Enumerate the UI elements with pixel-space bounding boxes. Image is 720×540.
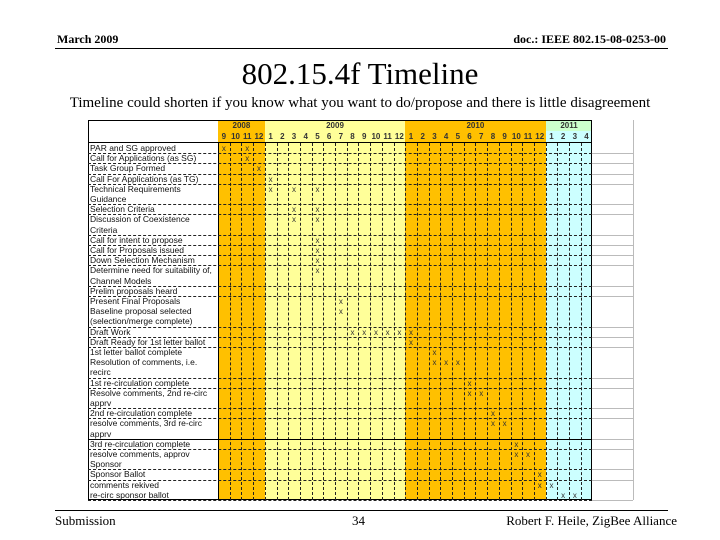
month-header: 12 xyxy=(254,132,264,141)
extra-column-line xyxy=(592,378,633,379)
task-label: Call For Applications (as TG) xyxy=(90,173,199,184)
task-label: 1st re-circulation complete xyxy=(90,377,190,388)
doc-id: doc.: IEEE 802.15-08-0253-00 xyxy=(513,32,666,46)
extra-column-line xyxy=(592,469,633,470)
column-gridline xyxy=(534,143,535,500)
milestone-mark: x xyxy=(385,327,390,337)
month-header: 8 xyxy=(350,132,355,141)
milestone-mark: x xyxy=(397,327,402,337)
column-gridline xyxy=(335,143,336,500)
month-header: 4 xyxy=(443,132,449,141)
milestone-mark: x xyxy=(221,144,226,153)
month-header: 10 xyxy=(231,132,240,141)
task-label: Prelim proposals heard xyxy=(90,285,178,296)
extra-column-line xyxy=(592,204,633,205)
milestone-mark: x xyxy=(245,144,250,153)
task-label: re-circ sponsor ballot xyxy=(90,489,169,500)
label-divider xyxy=(218,143,219,500)
slide-title: 802.15.4f Timeline xyxy=(241,56,479,91)
task-label: Sponsor Ballot xyxy=(90,469,146,480)
slide-subtitle: Timeline could shorten if you know what you want to do/propose and there is little disagreement xyxy=(69,95,651,111)
task-label: Channel Models xyxy=(90,275,152,286)
month-header: 10 xyxy=(371,132,381,141)
extra-column-border xyxy=(633,120,634,500)
column-gridline xyxy=(370,143,371,500)
month-header: 11 xyxy=(523,132,533,141)
column-gridline xyxy=(557,143,558,500)
task-label: PAR and SG approved xyxy=(90,143,176,153)
task-label: Resolution of comments, i.e. xyxy=(90,357,198,368)
column-gridline xyxy=(464,143,465,500)
month-header: 4 xyxy=(584,132,589,141)
task-label: Baseline proposal selected xyxy=(90,306,192,317)
task-label: Technical Requirements xyxy=(90,183,181,194)
task-label: Sponsor xyxy=(90,459,122,470)
month-header: 1 xyxy=(549,132,554,141)
extra-column-line xyxy=(592,480,633,481)
year-header: 2010 xyxy=(466,121,485,130)
extra-column-line xyxy=(592,163,633,164)
task-label: apprv xyxy=(90,428,112,439)
task-label: apprv xyxy=(90,398,112,408)
milestone-mark: x xyxy=(315,184,320,194)
task-label: 3rd re-circulation complete xyxy=(90,438,191,449)
extra-column-line xyxy=(592,265,633,266)
month-header: 8 xyxy=(490,132,496,141)
column-gridline xyxy=(312,143,313,500)
task-label: 2nd re-circulation complete xyxy=(90,408,193,419)
milestone-mark: x xyxy=(350,327,355,337)
row-divider xyxy=(88,500,592,501)
column-gridline xyxy=(429,143,430,500)
month-header: 11 xyxy=(243,132,252,141)
slide-date: March 2009 xyxy=(57,32,119,46)
milestone-mark: x xyxy=(467,378,472,388)
month-header: 12 xyxy=(394,132,404,141)
milestone-mark: x xyxy=(526,450,531,459)
milestone-mark: x xyxy=(268,184,273,194)
milestone-mark: x xyxy=(432,358,437,368)
column-gridline xyxy=(382,143,383,500)
extra-column-line xyxy=(592,174,633,175)
extra-column-line xyxy=(592,408,633,409)
column-gridline xyxy=(253,143,254,500)
extra-column-line xyxy=(592,388,633,389)
milestone-mark: x xyxy=(432,348,437,357)
milestone-mark: x xyxy=(514,450,519,459)
column-gridline xyxy=(522,143,523,500)
column-gridline xyxy=(417,143,418,500)
milestone-mark: x xyxy=(502,419,507,429)
task-label: 1st letter ballot complete xyxy=(90,347,183,357)
column-gridline xyxy=(358,143,359,500)
column-gridline xyxy=(300,143,301,500)
month-header: 5 xyxy=(315,132,320,141)
milestone-mark: x xyxy=(338,297,343,306)
extra-column-line xyxy=(592,500,633,501)
task-label: Present Final Proposals xyxy=(90,296,181,306)
month-header: 2 xyxy=(420,132,425,141)
extra-column-line xyxy=(592,337,633,338)
extra-column-line xyxy=(592,296,633,297)
footer-author: Robert F. Heile, ZigBee Alliance xyxy=(506,513,677,528)
task-label: Call for Proposals issued xyxy=(90,245,185,255)
milestone-mark: x xyxy=(373,327,378,337)
month-header: 1 xyxy=(408,132,414,141)
milestone-mark: x xyxy=(537,480,542,490)
task-label: Draft Ready for 1st letter ballot xyxy=(90,336,206,347)
month-header: 12 xyxy=(535,132,545,141)
column-gridline xyxy=(347,143,348,500)
milestone-mark: x xyxy=(268,174,273,184)
month-header: 2 xyxy=(560,132,566,141)
column-gridline xyxy=(440,143,441,500)
column-gridline xyxy=(394,143,395,500)
task-label: Down Selection Mechanism xyxy=(90,255,195,266)
row-divider xyxy=(88,480,592,481)
column-gridline xyxy=(499,143,500,500)
task-label: Task Group Formed xyxy=(90,163,166,174)
milestone-mark: x xyxy=(256,164,261,174)
month-header: 1 xyxy=(268,132,273,141)
task-label: Call for intent to propose xyxy=(90,234,183,245)
milestone-mark: x xyxy=(315,215,320,225)
task-label: Call for Applications (as SG) xyxy=(90,153,197,164)
milestone-mark: x xyxy=(537,470,542,480)
milestone-mark: x xyxy=(362,327,367,337)
month-header: 7 xyxy=(338,132,344,141)
month-header: 2 xyxy=(280,132,285,141)
year-header: 2008 xyxy=(232,121,251,130)
column-gridline xyxy=(487,143,488,500)
milestone-mark: x xyxy=(315,246,320,255)
milestone-mark: x xyxy=(561,490,566,500)
milestone-mark: x xyxy=(572,490,577,500)
milestone-mark: x xyxy=(549,480,554,490)
month-header: 9 xyxy=(502,132,507,141)
extra-column-line xyxy=(592,327,633,328)
column-gridline xyxy=(475,143,476,500)
month-header: 5 xyxy=(455,132,461,141)
milestone-mark: x xyxy=(245,154,250,164)
extra-column-line xyxy=(592,255,633,256)
column-gridline xyxy=(277,143,278,500)
extra-column-line xyxy=(592,184,633,185)
month-header: 3 xyxy=(291,132,297,141)
timeline-table xyxy=(88,120,635,502)
extra-column-line xyxy=(592,347,633,348)
extra-column-line xyxy=(592,153,633,154)
column-gridline xyxy=(569,143,570,500)
column-gridline xyxy=(452,143,453,500)
month-header: 6 xyxy=(326,132,332,141)
month-header: 10 xyxy=(511,132,521,141)
month-header: 9 xyxy=(221,132,227,141)
task-label: Guidance xyxy=(90,194,127,204)
row-divider xyxy=(88,327,592,328)
task-label: Selection Criteria xyxy=(90,204,155,215)
milestone-mark: x xyxy=(467,388,472,398)
column-gridline xyxy=(241,143,242,500)
task-label: (selection/merge complete) xyxy=(90,316,193,327)
extra-column-line xyxy=(592,439,633,440)
row-divider xyxy=(88,204,592,205)
footer-rule xyxy=(55,510,668,511)
extra-column-line xyxy=(592,286,633,287)
column-gridline xyxy=(230,143,231,500)
task-label: Criteria xyxy=(90,224,118,235)
milestone-mark: x xyxy=(409,327,414,337)
milestone-mark: x xyxy=(409,337,414,347)
milestone-mark: x xyxy=(490,419,495,429)
extra-column-line xyxy=(592,214,633,215)
month-header: 4 xyxy=(303,132,308,141)
milestone-mark: x xyxy=(514,439,519,449)
month-header: 3 xyxy=(572,132,578,141)
task-label: Determine need for suitability of, xyxy=(90,265,212,276)
milestone-mark: x xyxy=(315,256,320,266)
task-label: recirc xyxy=(90,367,111,378)
milestone-mark: x xyxy=(315,235,320,245)
column-gridline xyxy=(323,143,324,500)
milestone-mark: x xyxy=(292,205,297,215)
month-header: 7 xyxy=(479,132,484,141)
milestone-mark: x xyxy=(490,409,495,419)
month-header: 9 xyxy=(362,132,367,141)
extra-column-line xyxy=(592,418,633,419)
milestone-mark: x xyxy=(315,205,320,215)
column-gridline xyxy=(265,143,266,500)
task-label: resolve comments, 3rd re-circ xyxy=(90,418,202,429)
column-gridline xyxy=(405,143,406,500)
extra-column-line xyxy=(592,235,633,236)
milestone-mark: x xyxy=(455,358,460,368)
milestone-mark: x xyxy=(338,307,343,317)
month-header: 6 xyxy=(467,132,472,141)
task-label: Discussion of Coexistence xyxy=(90,214,190,225)
milestone-mark: x xyxy=(444,358,449,368)
year-header: 2009 xyxy=(326,121,344,130)
task-label: Resolve comments, 2nd re-circ xyxy=(90,387,208,398)
extra-column-line xyxy=(592,245,633,246)
row-divider xyxy=(88,469,592,470)
month-header: 3 xyxy=(432,132,437,141)
milestone-mark: x xyxy=(292,215,297,225)
column-gridline xyxy=(288,143,289,500)
year-header: 2011 xyxy=(560,121,578,130)
task-label: comments rekived xyxy=(90,479,159,490)
column-gridline xyxy=(546,143,547,500)
milestone-mark: x xyxy=(315,266,320,276)
task-label: resolve comments, approv xyxy=(90,449,190,459)
column-gridline xyxy=(581,143,582,500)
footer-submission: Submission xyxy=(55,513,116,528)
extra-column-line xyxy=(592,449,633,450)
task-label: Draft Work xyxy=(90,326,131,337)
milestone-mark: x xyxy=(479,388,484,398)
page-number: 34 xyxy=(352,513,365,528)
milestone-mark: x xyxy=(292,184,297,194)
header-rule xyxy=(55,48,668,49)
month-header: 11 xyxy=(383,132,392,141)
